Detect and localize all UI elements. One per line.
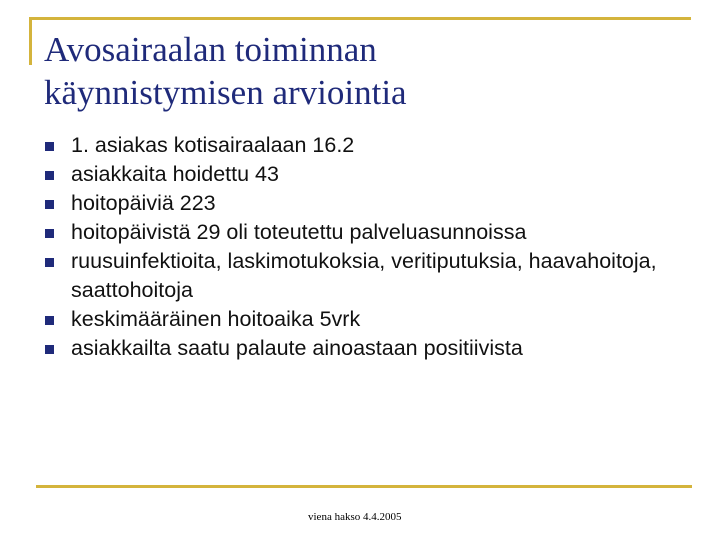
bullet-text: 1. asiakas kotisairaalaan 16.2 — [71, 133, 355, 157]
square-bullet-icon — [45, 258, 54, 267]
bullet-text: hoitopäivistä 29 oli toteutettu palveluasunnoissa — [71, 220, 527, 244]
footer-text: viena hakso 4.4.2005 — [308, 511, 402, 523]
bullet-text: hoitopäiviä 223 — [71, 191, 216, 215]
square-bullet-icon — [45, 142, 54, 151]
bullet-item — [44, 160, 704, 189]
square-bullet-icon — [45, 200, 54, 209]
title-line-1: Avosairaalan toiminnan — [44, 30, 377, 69]
bullet-list — [44, 131, 704, 363]
bullet-text: asiakkailta saatu palaute ainoastaan positiivista — [71, 336, 523, 360]
bullet-item — [44, 131, 704, 160]
square-bullet-icon — [45, 229, 54, 238]
bullet-text: asiakkaita hoidettu 43 — [71, 162, 279, 186]
bottom-rule — [36, 485, 692, 488]
bullet-item — [44, 189, 704, 218]
square-bullet-icon — [45, 171, 54, 180]
bullet-text: ruusuinfektioita, laskimotukoksia, veritiputuksia, haavahoitoja, saattohoitoja — [71, 249, 657, 302]
bullet-item — [44, 218, 704, 247]
left-rule — [29, 17, 32, 65]
bullet-item — [44, 247, 704, 305]
square-bullet-icon — [45, 345, 54, 354]
bullet-item — [44, 305, 704, 334]
square-bullet-icon — [45, 316, 54, 325]
slide-title — [44, 28, 407, 114]
bullet-text: keskimääräinen hoitoaika 5vrk — [71, 307, 361, 331]
bullet-item — [44, 334, 704, 363]
title-line-2: käynnistymisen arviointia — [44, 73, 407, 112]
top-rule — [29, 17, 691, 20]
